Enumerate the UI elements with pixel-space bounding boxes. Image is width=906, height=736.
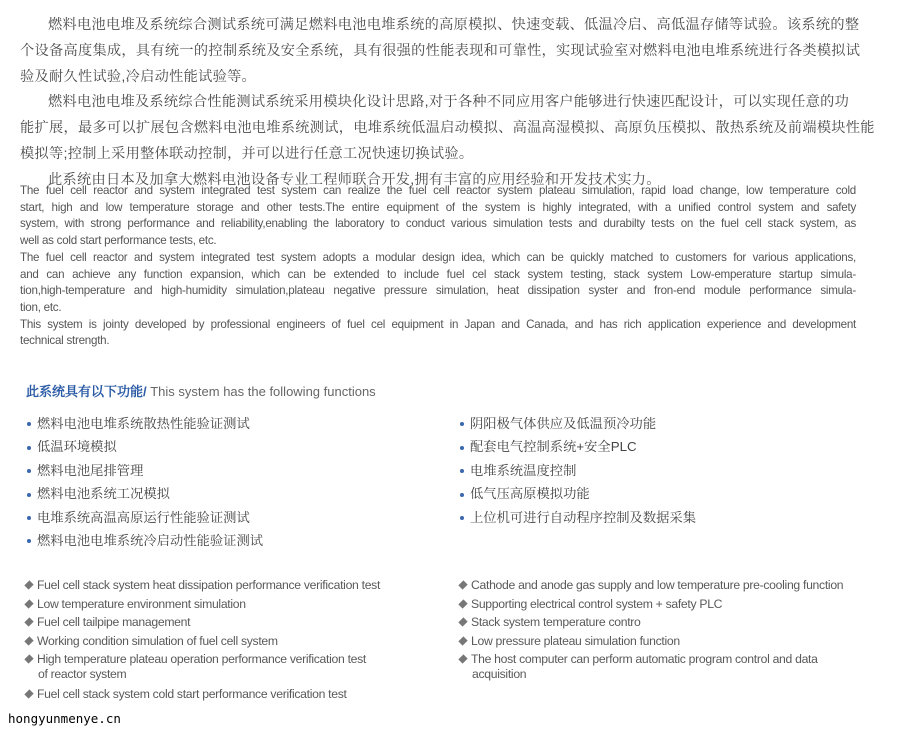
function-item-cn (27, 413, 250, 432)
function-label: 上位机可进行自动程序控制及数据采集 (470, 509, 697, 525)
intro-line-en: tion, etc. (20, 300, 62, 314)
function-label: Supporting electrical control system + safety PLC (471, 597, 723, 611)
function-item-en (24, 578, 380, 593)
diamond-bullet-icon (24, 618, 33, 627)
function-label: of reactor system (38, 667, 127, 681)
intro-line-en: and can achieve any function expansion, which can be extended to include fuel cel stack system testing, stack system Low-emperature startup simula- (20, 267, 856, 281)
function-item-en (458, 578, 843, 593)
bullet-icon (460, 516, 464, 520)
diamond-bullet-icon (458, 637, 467, 646)
function-item-en-continued (472, 667, 526, 682)
function-label: 阴阳极气体供应及低温预冷功能 (470, 416, 657, 431)
intro-line-cn: 此系统由日本及加拿大燃料电池设备专业工程师联合开发,拥有丰富的应用经验和开发技术实力。 (48, 172, 661, 188)
function-item-cn (460, 436, 637, 455)
function-label: acquisition (472, 667, 527, 681)
diamond-bullet-icon (458, 581, 467, 590)
intro-line-cn: 模拟等;控制上采用整体联动控制，并可以进行任意工况快速切换试验。 (20, 146, 474, 162)
intro-line-en: well as cold start performance tests, etc. (20, 234, 217, 248)
bullet-icon (27, 422, 31, 426)
function-label: 燃料电池电堆系统散热性能验证测试 (37, 416, 250, 431)
bullet-icon (460, 493, 464, 497)
intro-line-en: tion,high-temperature and high-humidity simulation,plateau negative pressure simulation, heat dissipation syster and fron-end module performance simula- (20, 284, 856, 298)
function-item-cn (460, 483, 590, 502)
intro-line-en: This system is jointy developed by professional engineers of fuel cel equipment in Japan and Canada, and has rich application experience and development (20, 317, 856, 331)
function-item-cn (27, 507, 250, 526)
function-label: Stack system temperature contro (471, 615, 641, 629)
function-label: 电堆系统温度控制 (470, 462, 577, 478)
bullet-icon (27, 469, 31, 473)
function-label: 燃料电池系统工况模拟 (37, 486, 170, 502)
intro-line-en: technical strength. (20, 334, 110, 348)
function-label: The host computer can perform automatic program control and data (471, 652, 818, 666)
bullet-icon (460, 446, 464, 450)
function-label: Fuel cell tailpipe management (37, 615, 191, 629)
function-label: Cathode and anode gas supply and low temperature pre-cooling function (471, 578, 844, 592)
function-label: 配套电气控制系统+安全PLC (470, 439, 637, 455)
function-label: Low pressure plateau simulation function (471, 634, 680, 648)
function-label: High temperature plateau operation performance verification test (37, 652, 367, 666)
intro-line-cn: 燃料电池电堆及系统综合测试系统可满足燃料电池电堆系统的高原模拟、快速变载、低温冷启、高低温存储等试验。该系统的整 (48, 17, 860, 33)
function-item-en (458, 615, 641, 630)
function-item-en (458, 634, 680, 649)
function-label: Low temperature environment simulation (37, 597, 246, 611)
diamond-bullet-icon (458, 618, 467, 627)
watermark: hongyunmenye.cn (8, 711, 121, 726)
function-label: 电堆系统高温高原运行性能验证测试 (37, 509, 250, 525)
functions-heading-en: This system has the following functions (146, 384, 376, 399)
functions-heading (26, 381, 376, 400)
function-item-en-continued (38, 667, 126, 682)
bullet-icon (27, 516, 31, 520)
function-label: 燃料电池电堆系统冷启动性能验证测试 (37, 533, 264, 548)
function-label: Fuel cell stack system cold start performance verification test (37, 687, 347, 701)
intro-line-en: system, with strong performance and reliability,enabling the laboratory to conduct various simulation tests and durabilty tests on the fuel cell stack system, as (20, 217, 856, 231)
function-item-cn (27, 460, 143, 479)
intro-line-en: The fuel cell reactor and system integrated test system adopts a modular design idea, which can be quickly matched to customers for various applications, (20, 250, 856, 264)
function-item-cn (27, 530, 263, 549)
function-item-cn (27, 483, 170, 502)
bullet-icon (27, 539, 31, 543)
function-item-en (24, 652, 366, 667)
function-item-en (24, 634, 278, 649)
bullet-icon (460, 469, 464, 473)
intro-line-cn: 验及耐久性试验,冷启动性能试验等。 (20, 69, 257, 85)
intro-line-en: start, high and low temperature storage and other tests.The entire equipment of the system is highly integrated, with a unified control system and safety (20, 200, 856, 214)
diamond-bullet-icon (24, 581, 33, 590)
bullet-icon (27, 446, 31, 450)
function-item-cn (27, 436, 117, 455)
intro-line-en: The fuel cell reactor and system integrated test system can realize the fuel cell reactor system plateau simulation, rapid load change, low temperature cold (20, 184, 856, 197)
diamond-bullet-icon (24, 600, 33, 609)
function-item-en (24, 615, 190, 630)
functions-heading-cn: 此系统具有以下功能/ (26, 384, 147, 399)
function-item-en (24, 597, 246, 612)
function-label: 低气压高原模拟功能 (470, 486, 590, 502)
bullet-icon (27, 493, 31, 497)
diamond-bullet-icon (24, 690, 33, 699)
function-item-cn (460, 460, 576, 479)
function-item-en (24, 687, 347, 702)
function-item-en (458, 597, 722, 612)
function-label: Fuel cell stack system heat dissipation performance verification test (37, 578, 381, 592)
diamond-bullet-icon (24, 637, 33, 646)
diamond-bullet-icon (24, 655, 33, 664)
function-label: Working condition simulation of fuel cell system (37, 634, 278, 648)
intro-line-cn: 个设备高度集成，具有统一的控制系统及安全系统，具有很强的性能表现和可靠性，实现试验室对燃料电池电堆系统进行各类模拟试 (20, 43, 861, 59)
diamond-bullet-icon (458, 600, 467, 609)
intro-line-cn: 能扩展，最多可以扩展包含燃料电池电堆系统测试，电堆系统低温启动模拟、高温高湿模拟、高原负压模拟、散热系统及前端模块性能 (20, 120, 875, 136)
function-item-cn (460, 507, 696, 526)
function-item-en (458, 652, 818, 667)
intro-line-cn: 燃料电池电堆及系统综合性能测试系统采用模块化设计思路,对于各种不同应用客户能够进行快速匹配设计，可以实现任意的功 (48, 94, 850, 110)
function-item-cn (460, 413, 656, 432)
function-label: 低温环境模拟 (37, 439, 117, 455)
bullet-icon (460, 422, 464, 426)
diamond-bullet-icon (458, 655, 467, 664)
function-label: 燃料电池尾排管理 (37, 462, 144, 478)
